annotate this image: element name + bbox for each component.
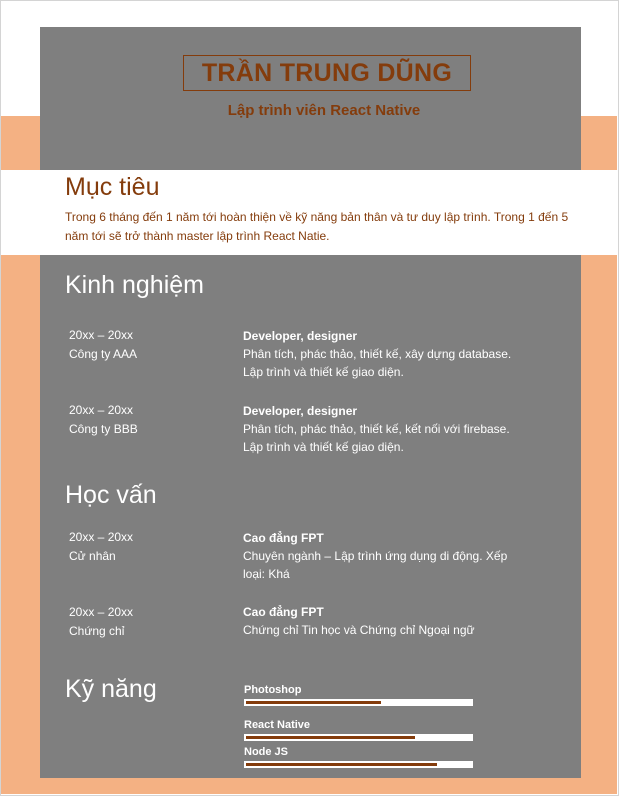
- skill-bar-fill: [246, 736, 415, 739]
- skill-bar-track: [244, 699, 473, 706]
- objective-heading: Mục tiêu: [65, 173, 160, 201]
- experience-role: Developer, designer: [243, 404, 358, 418]
- skill-item: [244, 683, 474, 706]
- experience-desc: Lập trình và thiết kế giao diện.: [243, 365, 404, 379]
- skill-bar-track: [244, 734, 473, 741]
- skill-name: Photoshop: [244, 684, 302, 696]
- education-desc: Chuyên ngành – Lập trình ứng dụng di động. Xếp loại: Khá: [243, 549, 508, 581]
- experience-desc: Lập trình và thiết kế giao diện.: [243, 440, 404, 454]
- skill-item: [244, 745, 474, 768]
- experience-period: 20xx – 20xx: [69, 403, 134, 417]
- education-item-2-right: [243, 603, 513, 639]
- education-item-1-left: [69, 528, 133, 566]
- experience-org: Công ty AAA: [69, 347, 138, 361]
- full-name: TRẦN TRUNG DŨNG: [201, 58, 453, 87]
- skill-bar-fill: [246, 763, 437, 766]
- education-item-2-left: [69, 603, 133, 641]
- experience-period: 20xx – 20xx: [69, 328, 134, 342]
- experience-desc: Phân tích, phác thảo, thiết kế, xây dựng database.: [243, 347, 512, 361]
- experience-role: Developer, designer: [243, 329, 358, 343]
- experience-heading: Kinh nghiệm: [65, 271, 204, 299]
- skill-bar-fill: [246, 701, 381, 704]
- skill-bar-track: [244, 761, 473, 768]
- education-degree: Cử nhân: [69, 549, 116, 563]
- experience-item-2-right: [243, 402, 523, 456]
- objective-text: Trong 6 tháng đến 1 năm tới hoàn thiện về kỹ năng bản thân và tư duy lập trình. Trong 1 đến 5 năm tới sẽ trở thành master lập trình React Natie.: [65, 210, 569, 243]
- experience-item-2-left: [69, 401, 138, 439]
- job-title: Lập trình viên React Native: [227, 102, 421, 119]
- education-school: Cao đẳng FPT: [243, 531, 324, 545]
- education-desc: Chứng chỉ Tin học và Chứng chỉ Ngoại ngữ: [243, 623, 475, 637]
- education-period: 20xx – 20xx: [69, 530, 134, 544]
- skill-item: [244, 718, 474, 741]
- skills-heading: Kỹ năng: [65, 675, 157, 703]
- education-heading: Học vấn: [65, 481, 157, 509]
- education-item-1-right: [243, 529, 513, 583]
- experience-org: Công ty BBB: [69, 422, 138, 436]
- education-degree: Chứng chỉ: [69, 624, 125, 638]
- name-box: [183, 55, 471, 91]
- experience-desc: Phân tích, phác thảo, thiết kế, kết nối với firebase.: [243, 422, 510, 436]
- education-period: 20xx – 20xx: [69, 605, 134, 619]
- skill-name: Node JS: [244, 746, 289, 758]
- education-school: Cao đẳng FPT: [243, 605, 324, 619]
- experience-item-1-right: [243, 327, 523, 381]
- experience-item-1-left: [69, 326, 137, 364]
- skill-name: React Native: [244, 719, 311, 731]
